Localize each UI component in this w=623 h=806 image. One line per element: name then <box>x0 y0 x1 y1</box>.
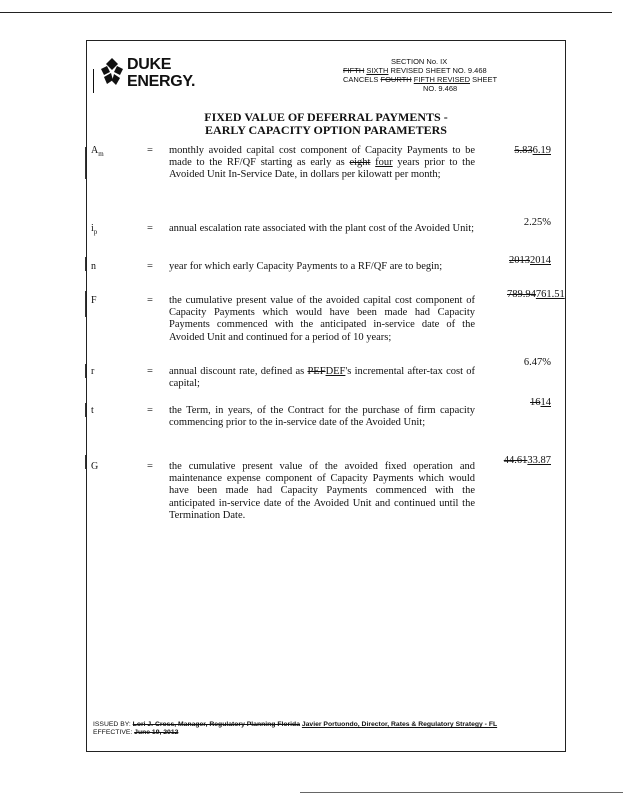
effective-struck-text: June 19, 2012 <box>134 729 179 736</box>
cancels-line <box>343 75 543 84</box>
old-value: 44.61 <box>503 455 528 466</box>
inserted-text: four <box>375 157 393 169</box>
logo-line2: ENERGY. <box>127 73 196 90</box>
old-value: 5.83 <box>514 145 533 156</box>
title-line-2: EARLY CAPACITY OPTION PARAMETERS <box>205 123 447 137</box>
revision-bar <box>85 291 86 317</box>
revised-new-text: SIXTH <box>366 66 389 75</box>
revision-bar <box>85 364 86 378</box>
param-symbol: $A_m$ <box>91 145 104 158</box>
issued-label: ISSUED BY: <box>93 721 133 728</box>
param-value: 6.47% <box>523 357 551 368</box>
revision-bar <box>85 147 86 179</box>
param-value <box>471 455 551 467</box>
cancels-struck-text: FOURTH <box>380 75 412 84</box>
param-symbol: G <box>91 461 99 472</box>
tariff-sheet <box>86 40 566 752</box>
inserted-text: DEF <box>325 366 346 377</box>
equals-sign: = <box>147 295 153 306</box>
old-value: 789.94 <box>507 289 536 300</box>
new-value: 2014 <box>530 255 551 266</box>
revised-rest-text: REVISED SHEET NO. 9.468 <box>388 66 487 75</box>
new-value: 6.19 <box>532 145 551 156</box>
cancels-new-text: FIFTH REVISED <box>413 75 470 84</box>
param-symbol: r <box>91 366 95 377</box>
equals-sign: = <box>147 223 153 234</box>
old-value: 16 <box>530 397 541 408</box>
param-description: year for which early Capacity Payments to a RF/QF are to begin; <box>169 261 443 272</box>
param-description: the cumulative present value of the avoided capital cost component of Capacity Payments which would have been made had Capacity Payments commenced with the anticipated in-service date of the Avoided Unit and continued for a period of 10 years; <box>169 295 475 343</box>
new-value: 14 <box>540 397 551 408</box>
page-title <box>87 111 565 137</box>
issued-struck-text: Lori J. Cross, Manager, Regulatory Planning Florida <box>132 721 300 728</box>
cancels-sheet-number: NO. 9.468 <box>423 84 458 93</box>
duke-energy-logo <box>91 53 211 93</box>
equals-sign: = <box>147 366 153 377</box>
revision-bar <box>85 403 86 417</box>
param-value <box>471 397 551 409</box>
duke-energy-mark-icon <box>99 57 125 87</box>
param-symbol: n <box>91 261 96 272</box>
equals-sign: = <box>147 145 153 156</box>
logo-line1: DUKE <box>127 56 172 73</box>
param-symbol: $i_p$ <box>91 223 98 236</box>
equals-sign: = <box>147 405 153 416</box>
param-description: the Term, in years, of the Contract for the purchase of firm capacity commencing prior to the in-service date of the Avoided Unit; <box>169 405 475 429</box>
scan-edge-bottom <box>300 792 623 793</box>
issued-by-line <box>93 721 563 729</box>
scan-edge-top <box>0 12 612 13</box>
revised-struck-text: FIFTH <box>343 66 365 75</box>
effective-label: EFFECTIVE: <box>93 729 135 736</box>
param-value <box>471 145 551 157</box>
struck-text: PEF <box>307 366 326 377</box>
revision-bar <box>85 257 86 271</box>
param-description: the cumulative present value of the avoided fixed operation and maintenance expense component of Capacity Payments which would have been made had Capacity Payments commenced with the anticipated in-service date of the Avoided Unit and continued until the Termination Date. <box>169 461 475 521</box>
param-description: monthly avoided capital cost component of Capacity Payments to be made to the RF/QF starting as early as eight four years prior to the Avoided Unit In-Service Date, in dollars per kilowatt per month; <box>169 145 476 181</box>
equals-sign: = <box>147 261 153 272</box>
issued-new-text: Javier Portuondo, Director, Rates & Regulatory Strategy - FL <box>301 721 498 728</box>
issued-footer <box>93 721 563 737</box>
param-value <box>471 255 551 267</box>
old-value: 2013 <box>509 255 530 266</box>
param-description: annual discount rate, defined as PEFDEF's incremental after-tax cost of capital; <box>169 366 475 390</box>
section-number: SECTION No. IX <box>391 57 448 66</box>
struck-text: eight <box>349 157 371 169</box>
revision-bar <box>93 69 94 93</box>
param-description: annual escalation rate associated with the plant cost of the Avoided Unit; <box>169 223 475 234</box>
cancels-rest-text: SHEET <box>470 75 498 84</box>
new-value: 33.87 <box>527 455 551 466</box>
revised-sheet-line <box>343 66 543 75</box>
effective-line <box>93 729 563 737</box>
param-symbol: F <box>91 295 97 306</box>
title-line-1: FIXED VALUE OF DEFERRAL PAYMENTS - <box>204 110 448 124</box>
new-value: 761.51 <box>535 289 565 300</box>
logo-wordmark <box>127 56 195 90</box>
revision-bar <box>85 455 86 469</box>
param-value: 2.25% <box>523 217 551 228</box>
section-header <box>343 57 543 93</box>
param-symbol: t <box>91 405 94 416</box>
equals-sign: = <box>147 461 153 472</box>
cancels-label: CANCELS <box>343 75 381 84</box>
param-value <box>507 289 565 301</box>
